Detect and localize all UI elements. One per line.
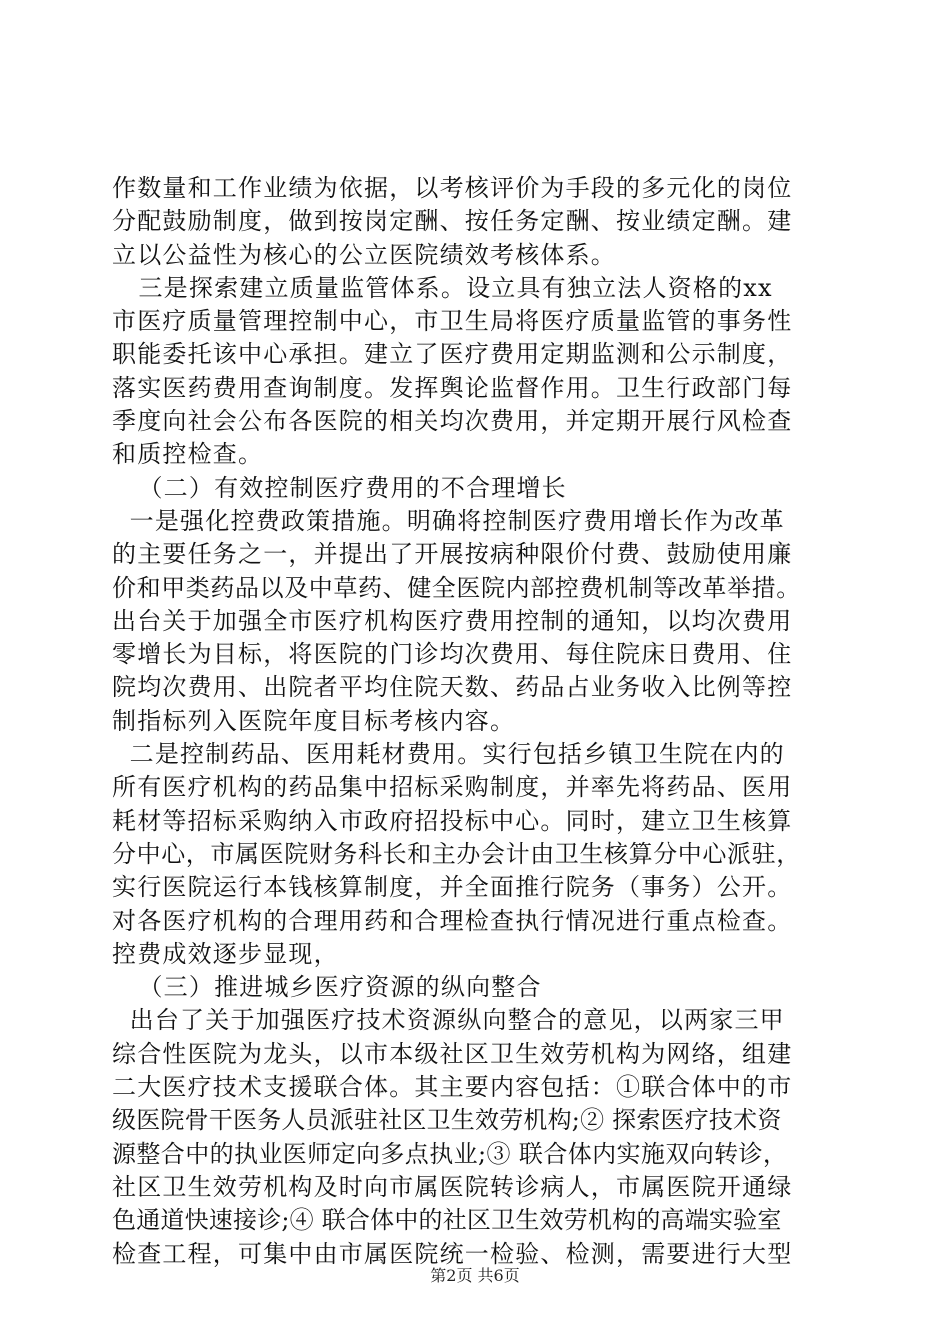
section-heading: （三）推进城乡医疗资源的纵向整合 xyxy=(112,973,542,1002)
text-line: 季度向社会公布各医院的相关均次费用，并定期开展行风检查 xyxy=(112,407,793,436)
text-line: 所有医疗机构的药品集中招标采购制度，并率先将药品、医用 xyxy=(112,773,793,802)
paragraph-start-line: 三是探索建立质量监管体系。设立具有独立法人资格的xx xyxy=(112,273,773,302)
text-line: 二大医疗技术支援联合体。其主要内容包括：①联合体中的市 xyxy=(112,1073,793,1102)
paragraph-start-line: 出台了关于加强医疗技术资源纵向整合的意见，以两家三甲 xyxy=(112,1006,785,1035)
text-line: 市医疗质量管理控制中心，市卫生局将医疗质量监管的事务性 xyxy=(112,307,793,336)
text-line: 院均次费用、出院者平均住院天数、药品占业务收入比例等控 xyxy=(112,673,793,702)
text-line: 耗材等招标采购纳入市政府招投标中心。同时，建立卫生核算 xyxy=(112,806,793,835)
text-line: 出台关于加强全市医疗机构医疗费用控制的通知，以均次费用 xyxy=(112,606,793,635)
text-line: 分中心，市属医院财务科长和主办会计由卫生核算分中心派驻， xyxy=(112,839,801,868)
paragraph-start-line: 二是控制药品、医用耗材费用。实行包括乡镇卫生院在内的 xyxy=(112,740,785,769)
text-line: 社区卫生效劳机构及时向市属医院转诊病人，市属医院开通绿 xyxy=(112,1172,793,1201)
text-line: 级医院骨干医务人员派驻社区卫生效劳机构;② 探索医疗技术资 xyxy=(112,1106,782,1135)
text-line: 源整合中的执业医师定向多点执业;③ 联合体内实施双向转诊， xyxy=(112,1139,788,1168)
text-line: 价和甲类药品以及中草药、健全医院内部控费机制等改革举措。 xyxy=(112,573,801,602)
text-line: 立以公益性为核心的公立医院绩效考核体系。 xyxy=(112,240,616,269)
text-line: 落实医药费用查询制度。发挥舆论监督作用。卫生行政部门每 xyxy=(112,373,793,402)
text-line: 和质控检查。 xyxy=(112,440,264,469)
text-line: 的主要任务之一，并提出了开展按病种限价付费、鼓励使用廉 xyxy=(112,540,793,569)
text-line: 实行医院运行本钱核算制度，并全面推行院务（事务）公开。 xyxy=(112,873,793,902)
text-line: 控费成效逐步显现， xyxy=(112,939,339,968)
paragraph-start-line: 一是强化控费政策措施。明确将控制医疗费用增长作为改革 xyxy=(112,506,785,535)
text-line: 分配鼓励制度，做到按岗定酬、按任务定酬、按业绩定酬。建 xyxy=(112,207,793,236)
text-line: 综合性医院为龙头，以市本级社区卫生效劳机构为网络，组建 xyxy=(112,1039,793,1068)
page-number-footer: 第2页 共6页 xyxy=(430,1266,520,1285)
text-line: 职能委托该中心承担。建立了医疗费用定期监测和公示制度， xyxy=(112,340,793,369)
text-line: 对各医疗机构的合理用药和合理检查执行情况进行重点检查。 xyxy=(112,906,793,935)
text-line: 作数量和工作业绩为依据，以考核评价为手段的多元化的岗位 xyxy=(112,174,793,202)
text-line: 制指标列入医院年度目标考核内容。 xyxy=(112,706,516,735)
text-line: 检查工程，可集中由市属医院统一检验、检测，需要进行大型 xyxy=(112,1239,793,1268)
document-body xyxy=(112,172,842,1271)
section-heading: （二）有效控制医疗费用的不合理增长 xyxy=(112,473,567,502)
text-line: 色通道快速接诊;④ 联合体中的社区卫生效劳机构的高端实验室 xyxy=(112,1206,782,1235)
text-line: 零增长为目标，将医院的门诊均次费用、每住院床日费用、住 xyxy=(112,640,793,669)
